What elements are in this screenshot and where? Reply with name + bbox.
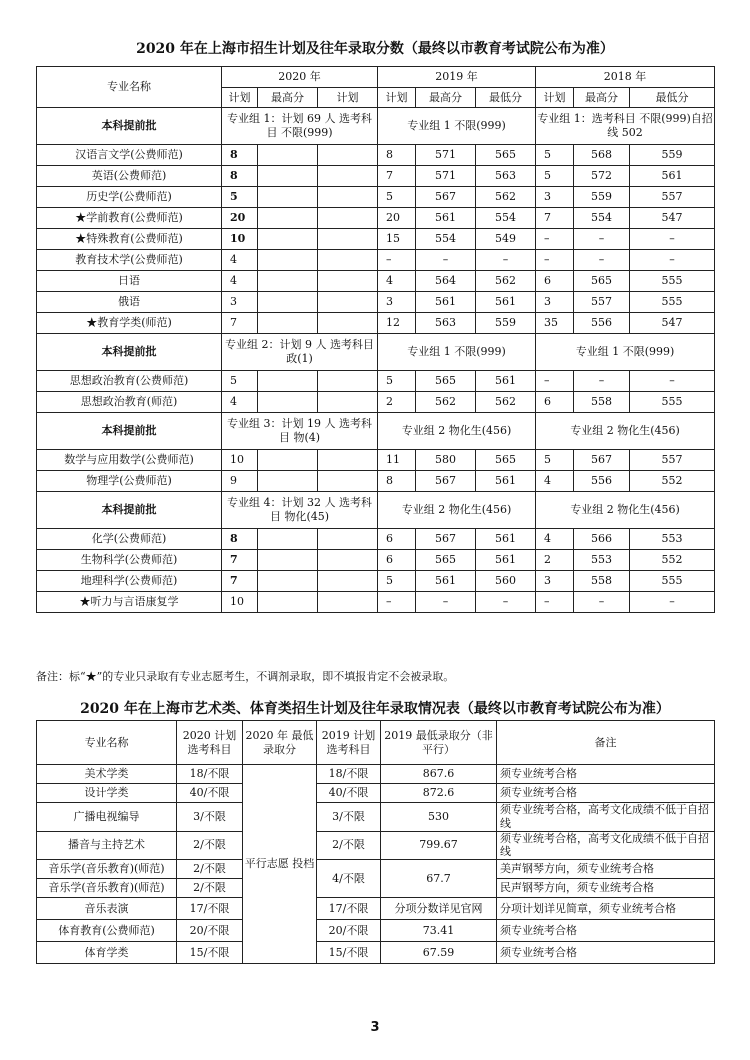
major-name: 思想政治教育(公费师范): [37, 371, 222, 392]
plan-2019: 5: [378, 371, 416, 392]
plan-2018: 3: [536, 187, 574, 208]
major-name: ★特殊教育(公费师范): [37, 229, 222, 250]
major-name: 思想政治教育(师范): [37, 392, 222, 413]
max-2018: 566: [574, 529, 630, 550]
subheader-plan: 计划: [378, 88, 416, 108]
plan-2020: 10: [222, 229, 258, 250]
plan-2020: 18/不限: [177, 765, 243, 784]
plan-2018: 5: [536, 450, 574, 471]
plan-2019: 12: [378, 313, 416, 334]
table-row: [37, 292, 715, 313]
plan-2019: 17/不限: [317, 898, 381, 920]
major-name: 化学(公费师范): [37, 529, 222, 550]
plan-2020: 20/不限: [177, 920, 243, 942]
min-2020: [318, 292, 378, 313]
t2-header-note: 备注: [497, 721, 715, 765]
major-name: 美术学类: [37, 765, 177, 784]
min-2019: 565: [476, 145, 536, 166]
plan-2018: 5: [536, 166, 574, 187]
plan-2018: 35: [536, 313, 574, 334]
max-2019: 565: [416, 550, 476, 571]
max-2019: 565: [416, 371, 476, 392]
min-2020: [318, 250, 378, 271]
min-2020: [318, 229, 378, 250]
min-2018: 557: [630, 450, 715, 471]
art-sports-table: [36, 720, 715, 964]
plan-2019: –: [378, 592, 416, 613]
table-row: [37, 550, 715, 571]
major-name: 汉语言文学(公费师范): [37, 145, 222, 166]
plan-2019: 20: [378, 208, 416, 229]
table-row: [37, 571, 715, 592]
min-2020: [318, 313, 378, 334]
plan-2018: 4: [536, 529, 574, 550]
min-2018: 552: [630, 550, 715, 571]
plan-2019: 2/不限: [317, 831, 381, 860]
plan-2020: 7: [222, 313, 258, 334]
min-2019: 分项分数详见官网: [381, 898, 497, 920]
subheader-min: 最低分: [630, 88, 715, 108]
major-name: 生物科学(公费师范): [37, 550, 222, 571]
table-row: [37, 529, 715, 550]
min-2019: –: [476, 250, 536, 271]
max-2020: [258, 529, 318, 550]
table-row: [37, 229, 715, 250]
min-2019: 530: [381, 803, 497, 832]
group-2018-info: 专业组 2 物化生(456): [536, 492, 715, 529]
plan-2018: 4: [536, 471, 574, 492]
plan-2018: –: [536, 229, 574, 250]
max-2018: 556: [574, 471, 630, 492]
remark: 须专业统考合格: [497, 784, 715, 803]
min-2020-merged: 平行志愿 投档: [243, 765, 317, 964]
min-2020: [318, 592, 378, 613]
group-2019-info: 专业组 1 不限(999): [378, 108, 536, 145]
min-2019: 799.67: [381, 831, 497, 860]
t2-header-name: 专业名称: [37, 721, 177, 765]
min-2018: –: [630, 371, 715, 392]
major-name: 播音与主持艺术: [37, 831, 177, 860]
min-2019: 562: [476, 271, 536, 292]
plan-2018: 5: [536, 145, 574, 166]
max-2020: [258, 229, 318, 250]
max-2019: 571: [416, 145, 476, 166]
header-2020: 2020 年: [222, 67, 378, 88]
plan-2018: 6: [536, 392, 574, 413]
remark: 须专业统考合格，高考文化成绩不低于自招线: [497, 831, 715, 860]
table2-title: 2020 年在上海市艺术类、体育类招生计划及往年录取情况表（最终以市教育考试院公布为准）: [80, 701, 670, 717]
remark: 须专业统考合格: [497, 765, 715, 784]
min-2019: 872.6: [381, 784, 497, 803]
min-2018: –: [630, 229, 715, 250]
min-2019: 565: [476, 450, 536, 471]
plan-2018: 6: [536, 271, 574, 292]
plan-2018: 3: [536, 571, 574, 592]
plan-2018: 2: [536, 550, 574, 571]
table-row: [37, 166, 715, 187]
major-name: ★学前教育(公费师范): [37, 208, 222, 229]
header-2019: 2019 年: [378, 67, 536, 88]
max-2019: 567: [416, 471, 476, 492]
min-2018: 557: [630, 187, 715, 208]
plan-2020: 2/不限: [177, 860, 243, 879]
group-2020-info: 专业组 2：计划 9 人 选考科目 政(1): [222, 334, 378, 371]
group-2018-info: 专业组 2 物化生(456): [536, 413, 715, 450]
group-2018-info: 专业组 1：选考科目 不限(999)自招线 502: [536, 108, 715, 145]
plan-2019: 15/不限: [317, 942, 381, 964]
remark: 须专业统考合格: [497, 942, 715, 964]
t2-header-plan2019: 2019 计划 选考科目: [317, 721, 381, 765]
table-row: [37, 208, 715, 229]
max-2018: 558: [574, 571, 630, 592]
min-2019: 559: [476, 313, 536, 334]
min-2018: 559: [630, 145, 715, 166]
subheader-plan: 计划: [536, 88, 574, 108]
t2-header-min2019: 2019 最低录取分（非平行）: [381, 721, 497, 765]
max-2020: [258, 471, 318, 492]
max-2019: 563: [416, 313, 476, 334]
header-2018: 2018 年: [536, 67, 715, 88]
plan-2019: 8: [378, 471, 416, 492]
max-2018: –: [574, 371, 630, 392]
group-label: 本科提前批: [37, 334, 222, 371]
plan-2019: 4/不限: [317, 860, 381, 898]
min-2020: [318, 392, 378, 413]
plan-2020: 5: [222, 371, 258, 392]
group-label: 本科提前批: [37, 413, 222, 450]
plan-2019: 40/不限: [317, 784, 381, 803]
plan-2020: 5: [222, 187, 258, 208]
max-2018: 559: [574, 187, 630, 208]
max-2019: 561: [416, 208, 476, 229]
max-2019: 554: [416, 229, 476, 250]
plan-2020: 15/不限: [177, 942, 243, 964]
min-2018: 555: [630, 271, 715, 292]
max-2019: 567: [416, 529, 476, 550]
plan-2020: 3/不限: [177, 803, 243, 832]
table-row: [37, 803, 715, 832]
min-2019: 561: [476, 471, 536, 492]
plan-2019: 4: [378, 271, 416, 292]
min-2019: –: [476, 592, 536, 613]
max-2020: [258, 271, 318, 292]
plan-2019: 6: [378, 550, 416, 571]
major-name: 数学与应用数学(公费师范): [37, 450, 222, 471]
min-2020: [318, 550, 378, 571]
max-2020: [258, 450, 318, 471]
plan-2020: 10: [222, 450, 258, 471]
max-2020: [258, 550, 318, 571]
max-2018: 567: [574, 450, 630, 471]
major-name: 体育学类: [37, 942, 177, 964]
major-name: ★教育学类(师范): [37, 313, 222, 334]
max-2018: 572: [574, 166, 630, 187]
plan-2020: 2/不限: [177, 831, 243, 860]
min-2019: 563: [476, 166, 536, 187]
min-2018: 552: [630, 471, 715, 492]
max-2020: [258, 313, 318, 334]
group-2019-info: 专业组 2 物化生(456): [378, 492, 536, 529]
plan-2020: 7: [222, 550, 258, 571]
remark: 美声钢琴方向，须专业统考合格: [497, 860, 715, 879]
plan-2019: 15: [378, 229, 416, 250]
min-2020: [318, 145, 378, 166]
plan-2020: 8: [222, 166, 258, 187]
plan-2019: –: [378, 250, 416, 271]
major-name: 音乐学(音乐教育)(师范): [37, 879, 177, 898]
table-row: [37, 831, 715, 860]
max-2020: [258, 145, 318, 166]
min-2020: [318, 166, 378, 187]
max-2020: [258, 392, 318, 413]
min-2019: 562: [476, 392, 536, 413]
min-2020: [318, 271, 378, 292]
table-row: [37, 313, 715, 334]
max-2020: [258, 571, 318, 592]
table-row: [37, 371, 715, 392]
max-2020: [258, 250, 318, 271]
min-2020: [318, 371, 378, 392]
group-label: 本科提前批: [37, 108, 222, 145]
max-2019: 571: [416, 166, 476, 187]
plan-2020: 10: [222, 592, 258, 613]
min-2019: 73.41: [381, 920, 497, 942]
max-2020: [258, 187, 318, 208]
major-name: 教育技术学(公费师范): [37, 250, 222, 271]
group-2020-info: 专业组 3：计划 19 人 选考科目 物(4): [222, 413, 378, 450]
table-row: [37, 471, 715, 492]
min-2019: 561: [476, 550, 536, 571]
min-2020: [318, 208, 378, 229]
group-2019-info: 专业组 2 物化生(456): [378, 413, 536, 450]
min-2018: –: [630, 592, 715, 613]
group-label: 本科提前批: [37, 492, 222, 529]
major-name: 俄语: [37, 292, 222, 313]
table-row: [37, 920, 715, 942]
plan-2020: 17/不限: [177, 898, 243, 920]
min-2020: [318, 450, 378, 471]
max-2019: –: [416, 250, 476, 271]
t2-header-min2020: 2020 年 最低录取分: [243, 721, 317, 765]
major-name: 广播电视编导: [37, 803, 177, 832]
major-name: 音乐表演: [37, 898, 177, 920]
major-name: 物理学(公费师范): [37, 471, 222, 492]
min-2019: 549: [476, 229, 536, 250]
max-2019: –: [416, 592, 476, 613]
plan-2020: 3: [222, 292, 258, 313]
max-2018: 553: [574, 550, 630, 571]
group-2019-info: 专业组 1 不限(999): [378, 334, 536, 371]
t2-header-plan2020: 2020 计划 选考科目: [177, 721, 243, 765]
table-row: [37, 860, 715, 879]
remark: 民声钢琴方向，须专业统考合格: [497, 879, 715, 898]
min-2019: 867.6: [381, 765, 497, 784]
max-2018: 557: [574, 292, 630, 313]
plan-2019: 7: [378, 166, 416, 187]
table-row: [37, 145, 715, 166]
max-2020: [258, 292, 318, 313]
plan-2020: 4: [222, 271, 258, 292]
min-2018: 547: [630, 208, 715, 229]
max-2018: 556: [574, 313, 630, 334]
max-2020: [258, 592, 318, 613]
plan-2019: 3: [378, 292, 416, 313]
plan-2018: –: [536, 371, 574, 392]
min-2020: [318, 187, 378, 208]
max-2018: 565: [574, 271, 630, 292]
plan-2019: 8: [378, 145, 416, 166]
subheader-plan: 计划: [222, 88, 258, 108]
plan-2020: 9: [222, 471, 258, 492]
min-2019: 67.7: [381, 860, 497, 898]
max-2018: 568: [574, 145, 630, 166]
plan-2019: 18/不限: [317, 765, 381, 784]
plan-2019: 5: [378, 187, 416, 208]
plan-2018: 3: [536, 292, 574, 313]
min-2018: 555: [630, 392, 715, 413]
plan-2020: 8: [222, 529, 258, 550]
max-2020: [258, 166, 318, 187]
remark: 须专业统考合格: [497, 920, 715, 942]
major-name: 英语(公费师范): [37, 166, 222, 187]
footnote: 备注：标“★”的专业只录取有专业志愿考生，不调剂录取，即不填报肯定不会被录取。: [36, 670, 455, 683]
admission-scores-table: [36, 66, 715, 613]
group-2020-info: 专业组 4：计划 32 人 选考科目 物化(45): [222, 492, 378, 529]
plan-2020: 4: [222, 250, 258, 271]
max-2018: 558: [574, 392, 630, 413]
subheader-min: 最低分: [476, 88, 536, 108]
group-2020-info: 专业组 1：计划 69 人 选考科目 不限(999): [222, 108, 378, 145]
major-name: 设计学类: [37, 784, 177, 803]
major-name: 日语: [37, 271, 222, 292]
subheader-plan: 计划: [318, 88, 378, 108]
max-2019: 561: [416, 292, 476, 313]
min-2019: 561: [476, 292, 536, 313]
min-2018: 547: [630, 313, 715, 334]
header-major-name: 专业名称: [37, 67, 222, 108]
max-2018: –: [574, 229, 630, 250]
min-2019: 554: [476, 208, 536, 229]
plan-2020: 2/不限: [177, 879, 243, 898]
remark: 须专业统考合格，高考文化成绩不低于自招线: [497, 803, 715, 832]
max-2020: [258, 208, 318, 229]
min-2019: 560: [476, 571, 536, 592]
max-2018: –: [574, 250, 630, 271]
min-2018: 561: [630, 166, 715, 187]
table1-title: 2020 年在上海市招生计划及往年录取分数（最终以市教育考试院公布为准）: [136, 41, 614, 57]
plan-2018: –: [536, 250, 574, 271]
min-2020: [318, 571, 378, 592]
subheader-max: 最高分: [258, 88, 318, 108]
table-row: [37, 765, 715, 784]
min-2018: 555: [630, 571, 715, 592]
major-name: 地理科学(公费师范): [37, 571, 222, 592]
min-2019: 561: [476, 371, 536, 392]
min-2020: [318, 471, 378, 492]
table-row: [37, 392, 715, 413]
min-2019: 67.59: [381, 942, 497, 964]
major-name: 历史学(公费师范): [37, 187, 222, 208]
plan-2020: 40/不限: [177, 784, 243, 803]
major-name: 体育教育(公费师范): [37, 920, 177, 942]
plan-2019: 5: [378, 571, 416, 592]
min-2018: 555: [630, 292, 715, 313]
table-row: [37, 784, 715, 803]
table-row: [37, 450, 715, 471]
plan-2018: 7: [536, 208, 574, 229]
table-row: [37, 942, 715, 964]
max-2018: 554: [574, 208, 630, 229]
plan-2019: 3/不限: [317, 803, 381, 832]
min-2018: 553: [630, 529, 715, 550]
major-name: ★听力与言语康复学: [37, 592, 222, 613]
max-2020: [258, 371, 318, 392]
plan-2020: 20: [222, 208, 258, 229]
max-2019: 564: [416, 271, 476, 292]
min-2020: [318, 529, 378, 550]
min-2019: 561: [476, 529, 536, 550]
subheader-max: 最高分: [416, 88, 476, 108]
plan-2019: 11: [378, 450, 416, 471]
plan-2020: 7: [222, 571, 258, 592]
plan-2019: 6: [378, 529, 416, 550]
plan-2019: 2: [378, 392, 416, 413]
page-number: 3: [370, 1020, 380, 1035]
max-2019: 561: [416, 571, 476, 592]
table-row: [37, 187, 715, 208]
max-2019: 567: [416, 187, 476, 208]
remark: 分项计划详见简章，须专业统考合格: [497, 898, 715, 920]
table-row: [37, 898, 715, 920]
min-2018: –: [630, 250, 715, 271]
major-name: 音乐学(音乐教育)(师范): [37, 860, 177, 879]
table-row: [37, 271, 715, 292]
table-row: [37, 250, 715, 271]
subheader-max: 最高分: [574, 88, 630, 108]
max-2019: 580: [416, 450, 476, 471]
min-2019: 562: [476, 187, 536, 208]
max-2018: –: [574, 592, 630, 613]
plan-2020: 8: [222, 145, 258, 166]
group-2018-info: 专业组 1 不限(999): [536, 334, 715, 371]
plan-2019: 20/不限: [317, 920, 381, 942]
table-row: [37, 592, 715, 613]
max-2019: 562: [416, 392, 476, 413]
plan-2018: –: [536, 592, 574, 613]
plan-2020: 4: [222, 392, 258, 413]
